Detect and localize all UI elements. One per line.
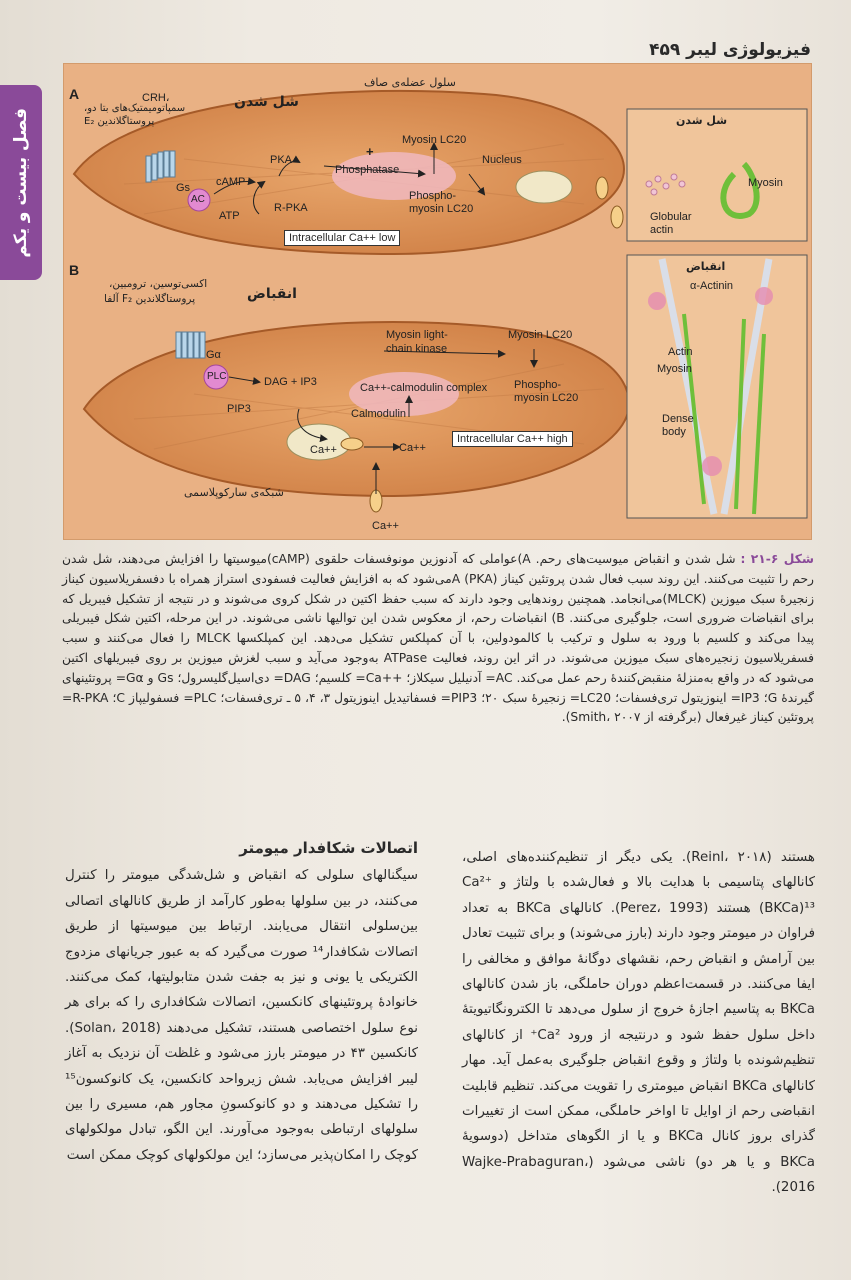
label-myosin-lc20-b: Myosin LC20: [508, 329, 573, 341]
inset-a-myosin: Myosin: [748, 177, 783, 189]
label-phospho-a-1: Phospho-: [409, 190, 457, 202]
label-pip3: PIP3: [227, 403, 251, 415]
receptor-a: [146, 151, 175, 182]
figure-caption: [62, 550, 814, 728]
label-ca-2: Ca++: [399, 442, 426, 454]
label-ca-1: Ca++: [310, 444, 337, 456]
inset-b-myosin: Myosin: [657, 363, 692, 375]
right-paragraph: هستند (Reinl، ۲۰۱۸). یکی دیگر از تنظیم‌کننده‌های اصلی، کانالهای پتاسیمی با هدایت بالا و فعال‌شده با ولتاژ و Ca²⁺ (BKCa)¹³ هستند (Perez، 1993). کانالهای BKCa به تعداد فراوان در میومتر وجود دارند (بارز می‌شوند) و برای تثبیت تعادل بین آرامش و انقباض رحم، نقشهای دوگانهٔ موافق و مخالفی را ایفا می‌کنند. در قسمت‌اعظم دوران حاملگی، باز شدن کانالهای BKCa به پتاسیم اجازهٔ خروج از سلول می‌دهد تا الکترونگاتیویتهٔ داخل سلول حفظ شود و درنتیجه از ورود Ca²⁺ از کانالهای تنظیم‌شونده با ولتاژ و وقوع انقباض جلوگیری به‌عمل آید. مهار کانالهای BKCa انقباض میومتری را تقویت می‌کند. تنظیم قابلیت انقباضی رحم از اوایل تا اواخر حاملگی، ممکن است از تغییرات گذرای بروز کانال BKCa و یا از الگوهای متداخل (دوسویهٔ BKCa و یا هر دو) ناشی می‌شود (Wajke-Prabaguran، 2016).: [462, 850, 815, 1196]
label-plus: +: [366, 144, 374, 159]
label-phospho-b-2: myosin LC20: [514, 392, 579, 404]
label-nucleus: Nucleus: [482, 154, 522, 166]
inset-b-dense-1: Dense: [662, 413, 694, 425]
right-column: [462, 845, 815, 1201]
ca-low-box: Intracellular Ca++ low: [284, 230, 400, 246]
label-pka: PKA: [270, 154, 293, 166]
inset-b-dense-2: body: [662, 426, 686, 438]
chapter-tab-label: فصل بیست و یکم: [11, 107, 31, 258]
cell-label: سلول عضله‌ی صاف: [364, 76, 456, 89]
label-phosphatase: Phosphatase: [335, 164, 400, 176]
label-atp: ATP: [219, 210, 240, 222]
label-ca-3: Ca++: [372, 520, 399, 532]
left-paragraph: سیگنالهای سلولی که انقباض و شل‌شدگی میومتر را کنترل می‌کنند، در بین سلولها به‌طور کارآمد از طریق کانالهای اتصالی بین‌سلولی انتقال می‌یابند. ارتباط بین میوسیتها از طریق اتصالات شکافدار¹⁴ صورت می‌گیرد که به عبور جریانهای مزدوج الکتریکی یا یونی و نیز به جفت شدن متابولیتها، کمک می‌کنند. خانوادهٔ پروتئینهای کانکسین، اتصالات شکافداری را که برای هر نوع سلول اختصاصی هستند، تشکیل می‌دهند (Solan، 2018). کانکسین ۴۳ در میومتر بارز می‌شود و غلظت آن نزدیک به آغاز لیبر افزایش می‌یابد. شش زیرواحد کانکسین، یک کانوکسون¹⁵ را تشکیل می‌دهند و دو کانوکسونِ مجاور هم، مسیری را بین سلولهای ارتباطی به‌وجود می‌آورند. این الگو، تبادل مولکولهای کوچک را امکان‌پذیر می‌سازد؛ این مولکولهای کوچک ممکن است: [65, 868, 419, 1163]
inset-a-title: شل شدن: [676, 114, 728, 127]
inset-b-actin: Actin: [668, 346, 693, 358]
figure-21-6: [63, 63, 812, 540]
label-ac: AC: [191, 194, 205, 205]
panel-a-letter: A: [69, 86, 80, 102]
running-title: فیزیولوژی لیبر ۴۵۹: [649, 40, 811, 60]
label-calmodulin: Calmodulin: [351, 408, 407, 420]
label-ga: Gα: [206, 349, 221, 361]
panel-b-agonist-1: اکسی‌توسین، ترومبین،: [109, 278, 208, 290]
panel-a-agonist-3: پروستاگلاندین E₂: [84, 116, 155, 127]
inset-a-globular-1: Globular: [650, 211, 692, 223]
panel-a-agonist-1: CRH،: [142, 92, 170, 104]
ca-high-box: Intracellular Ca++ high: [452, 431, 573, 447]
label-mlck-1: Myosin light-: [386, 329, 448, 341]
label-phospho-a-2: myosin LC20: [409, 203, 474, 215]
panel-a-title: شل شدن: [234, 94, 299, 110]
figure-number: شکل ۶-۲۱ :: [740, 552, 814, 566]
caption-text: شل شدن و انقباض میوسیت‌های رحم. A)عواملی که آدنوزین مونوفسفات حلقوی (cAMP)میوسیتها را افزایش می‌دهند، شل شدن رحم را تثبیت می‌کنند. این روند سبب فعال شدن پروتئین کیناز A (PKA)می‌شود که به افزایش فعالیت فسفودی استراز همراه با دفسفریلاسیون کیناز زنجیرهٔ سبک میوزین (MLCK)می‌انجامد. همچنین روندهایی وجود دارند که سبب حفظ اکتین در شکل کروی می‌شوند و در نتیجه از تشکیل فیبریل که برای انقباضات ضروری است، جلوگیری می‌کنند. B) انقباضات رحم، از معکوس شدن این توالیها ناشی می‌شوند. در این مرحله، اکتین شکل فیبریلی پیدا می‌کند و کلسیم با ورود به سلول و ترکیب با کالمودولین، با آن کمپلکس تشکیل می‌دهد. این کمپلکسها MLCK را فعال می‌کنند و سبب فسفریلاسیون زنجیره‌های سبک میوزین می‌شوند. در اثر این روند، فعالیت ATPase به‌وجود می‌آید و سبب لغزش میوزین بر روی فیبریلهای اکتین می‌شود که در واقع به‌منزلهٔ منقبض‌کنندهٔ رحم عمل می‌کند. AC= آدنیلیل سیکلاز؛ ++Ca= کلسیم؛ DAG= دی‌اسیل‌گلیسرول؛ Gs و Gα= پروتئینهای گیرندهٔ G؛ IP3= اینوزیتول تری‌فسفات؛ LC20= زنجیرهٔ سبک ۲۰؛ PIP3= فسفاتیدیل اینوزیتول ۳، ۴، ۵ ـ تری‌فسفات؛ PLC= فسفولیپاز C؛ R-PKA= پروتئین کیناز غیرفعال (برگرفته از Smith، ۲۰۰۷).: [62, 552, 815, 725]
inset-a-globular-2: actin: [650, 224, 674, 236]
label-plc: PLC: [207, 371, 227, 382]
label-complex: Ca++-calmodulin complex: [360, 382, 488, 394]
left-column: [65, 836, 418, 1168]
label-phospho-b-1: Phospho-: [514, 379, 562, 391]
label-gs: Gs: [176, 182, 191, 194]
inset-b-alpha-actinin: α-Actinin: [690, 280, 734, 292]
panel-b-letter: B: [69, 262, 80, 278]
panel-b-title: انقباض: [247, 286, 297, 302]
label-r-pka: R-PKA: [274, 202, 308, 214]
label-camp: cAMP: [216, 176, 246, 188]
inset-b-title: انقباض: [686, 260, 726, 273]
panel-a-agonist-2: سمپاتومیمتیک‌های بتا دو،: [84, 103, 186, 114]
label-myosin-lc20-a: Myosin LC20: [402, 134, 467, 146]
section-heading: اتصالات شکافدار میومتر: [239, 839, 418, 857]
panel-b-agonist-2: پروستاگلاندین F₂ آلفا: [104, 293, 196, 305]
label-dag-ip3: DAG + IP3: [264, 376, 317, 388]
label-sarcoplasmic-reticulum: شبکه‌ی سارکوپلاسمی: [184, 486, 284, 499]
receptor-b: [176, 332, 205, 358]
chapter-tab: [0, 85, 42, 280]
label-mlck-2: chain kinase: [386, 343, 448, 355]
